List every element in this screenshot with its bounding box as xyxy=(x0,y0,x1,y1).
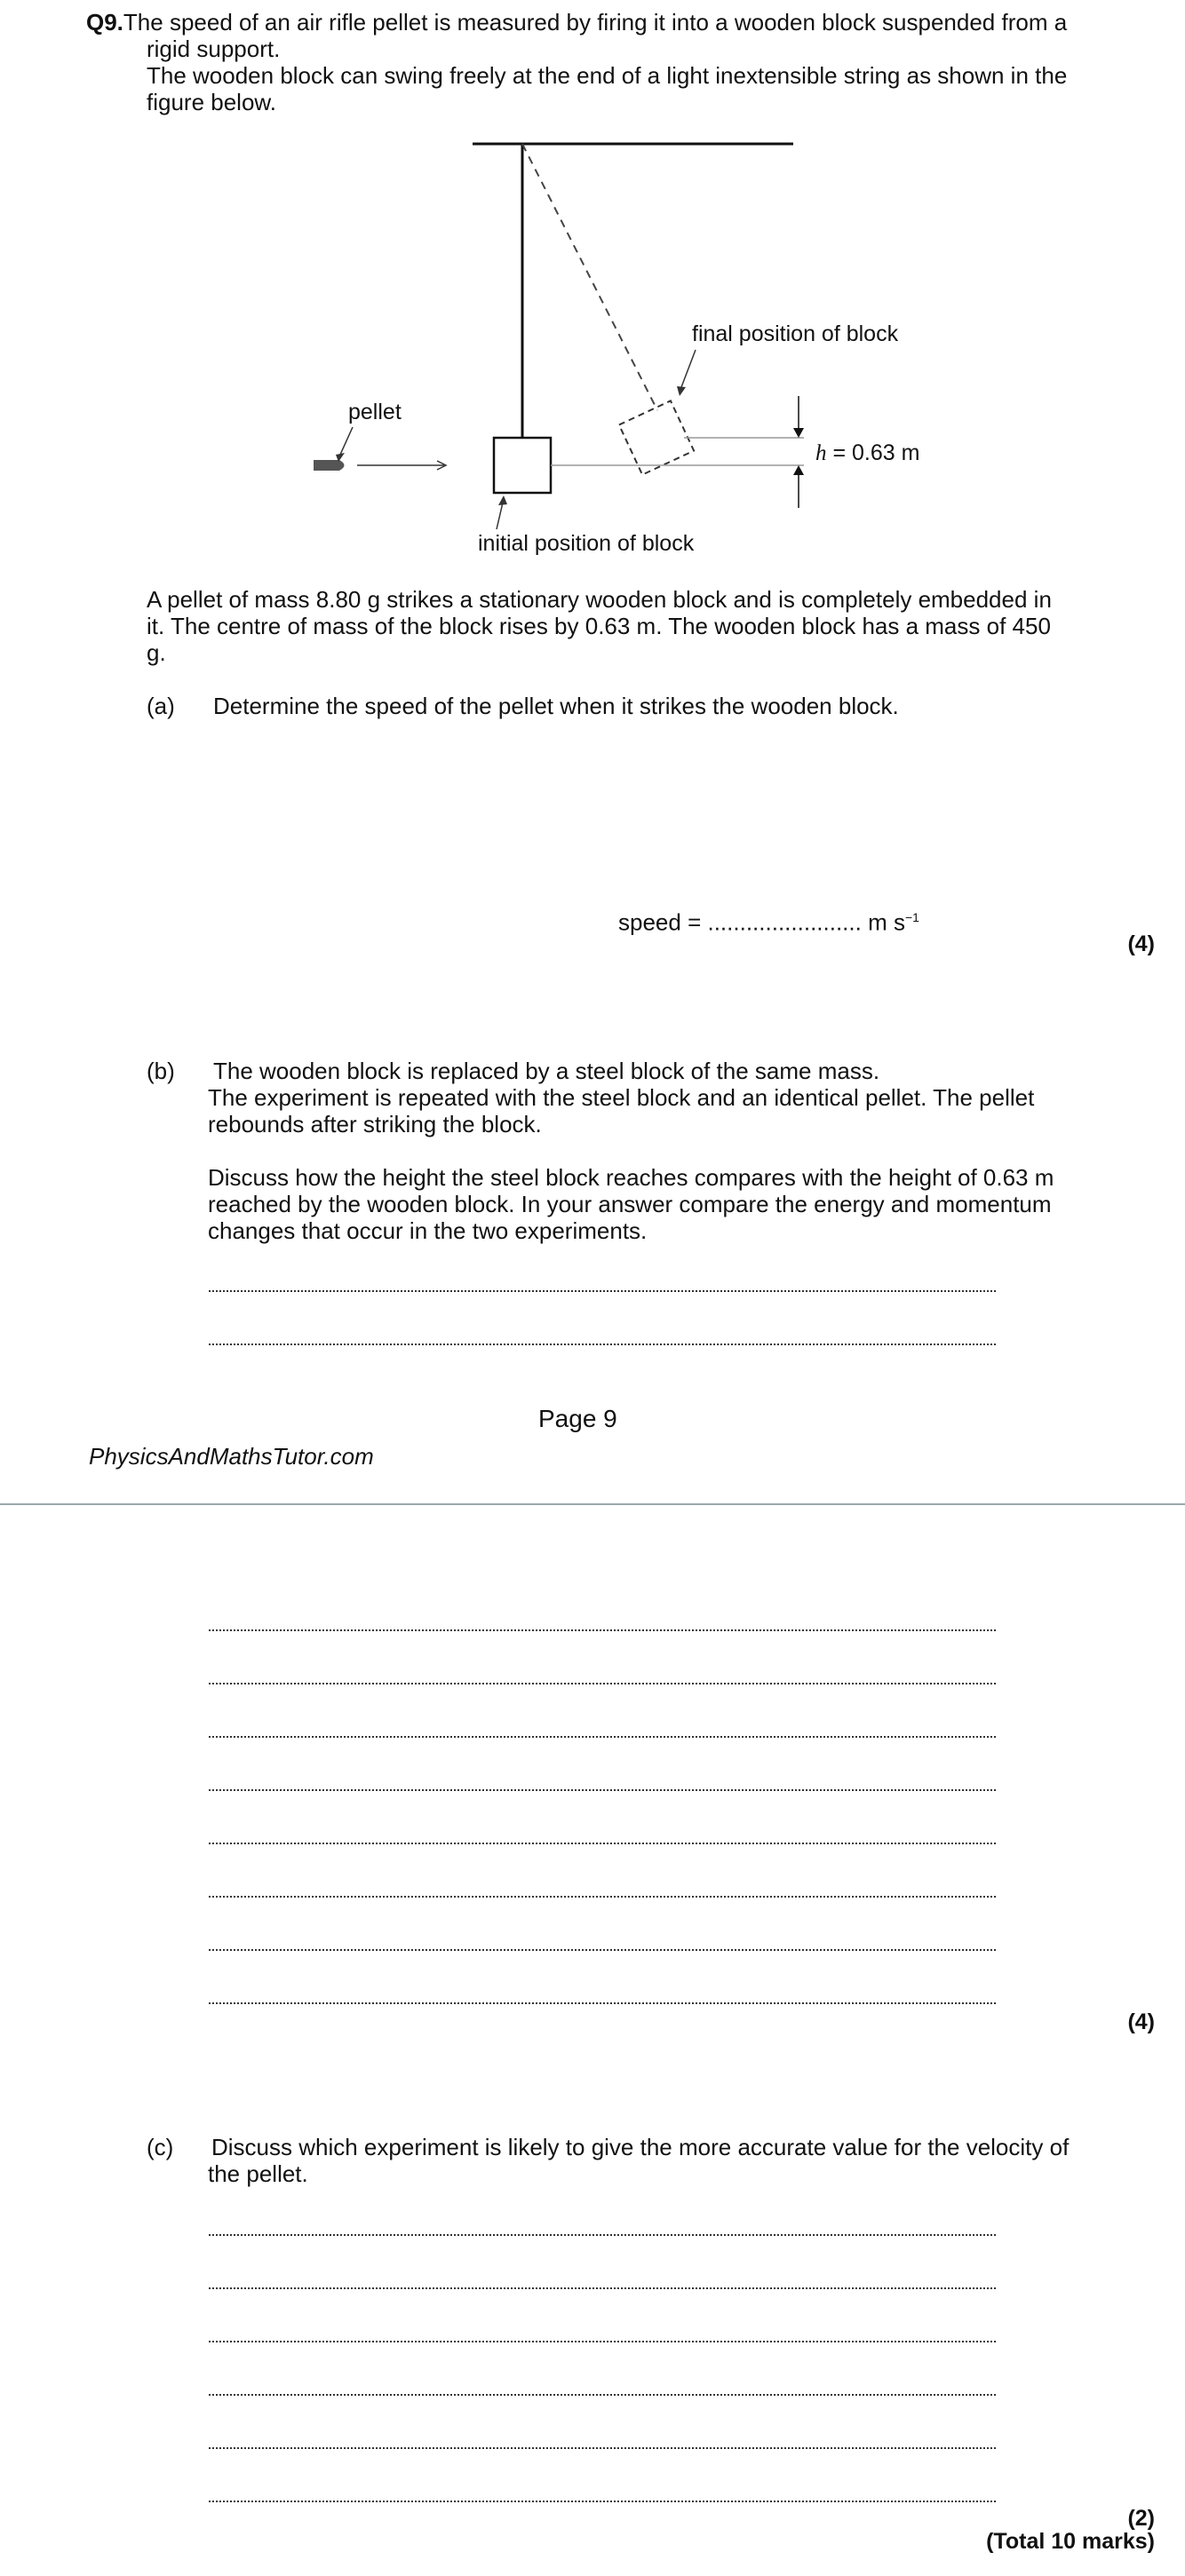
pellet-leader xyxy=(340,427,353,455)
part-b-line-4: Discuss how the height the steel block reaches compares with the height of 0.63 m xyxy=(208,1164,1054,1191)
info-line-2: it. The centre of mass of the block rises by 0.63 m. The wooden block has a mass of 450 xyxy=(147,613,1051,639)
answer-line[interactable] xyxy=(209,1629,996,1631)
site-footer: PhysicsAndMathsTutor.com xyxy=(89,1443,374,1470)
answer-line[interactable] xyxy=(209,2447,996,2449)
answer-line[interactable] xyxy=(209,1290,996,1292)
speed-unit: m s xyxy=(861,908,905,936)
final-block xyxy=(619,400,694,474)
label-pellet: pellet xyxy=(348,400,402,424)
height-symbol: h xyxy=(815,441,827,465)
initial-block xyxy=(494,438,551,493)
answer-line[interactable] xyxy=(209,1949,996,1951)
answer-line[interactable] xyxy=(209,2501,996,2502)
part-b-marks: (4) xyxy=(1127,2009,1155,2034)
part-b-label: (b) xyxy=(147,1058,175,1084)
answer-line[interactable] xyxy=(209,1736,996,1738)
part-c-marks: (2) xyxy=(1127,2506,1155,2531)
part-b-line-5: reached by the wooden block. In your answer compare the energy and momentum xyxy=(208,1191,1052,1217)
part-c-line-2: the pellet. xyxy=(208,2160,308,2187)
part-b-line-3: rebounds after striking the block. xyxy=(208,1111,542,1137)
intro-line-4: figure below. xyxy=(147,89,276,115)
label-height xyxy=(815,440,919,466)
initial-block-leader xyxy=(497,503,503,529)
part-b-line-1: The wooden block is replaced by a steel block of the same mass. xyxy=(213,1058,880,1084)
part-c-line-1: Discuss which experiment is likely to give the more accurate value for the velocity of xyxy=(211,2134,1070,2160)
pendulum-figure xyxy=(0,0,1185,577)
pellet-shape xyxy=(314,460,345,471)
height-value: = 0.63 m xyxy=(826,440,920,465)
answer-line[interactable] xyxy=(209,2002,996,2004)
height-arrowhead-top xyxy=(793,428,804,438)
intro-line-3: The wooden block can swing freely at the end of a light inextensible string as shown in the xyxy=(147,62,1068,89)
speed-unit-exponent: −1 xyxy=(904,910,919,924)
label-final-position: final position of block xyxy=(692,321,899,346)
swung-string xyxy=(522,144,657,410)
answer-line[interactable] xyxy=(209,2394,996,2396)
part-b-line-2: The experiment is repeated with the steel block and an identical pellet. The pellet xyxy=(208,1084,1035,1111)
label-initial-position: initial position of block xyxy=(478,531,695,556)
answer-line[interactable] xyxy=(209,1683,996,1684)
answer-line[interactable] xyxy=(209,1843,996,1844)
intro-line-2: rigid support. xyxy=(147,36,281,62)
height-arrowhead-bottom xyxy=(793,465,804,475)
part-a-label: (a) xyxy=(147,693,175,719)
speed-answer[interactable] xyxy=(618,904,919,936)
answer-line[interactable] xyxy=(209,1896,996,1898)
part-c-label: (c) xyxy=(147,2134,174,2160)
page-number: Page 9 xyxy=(538,1405,617,1432)
part-a-text: Determine the speed of the pellet when it strikes the wooden block. xyxy=(213,693,899,719)
answer-line[interactable] xyxy=(209,1343,996,1345)
speed-answer-blank[interactable]: ........................ xyxy=(707,908,862,936)
total-marks: (Total 10 marks) xyxy=(986,2529,1155,2554)
intro-line-1: The speed of an air rifle pellet is measured by firing it into a wooden block suspended from a xyxy=(123,9,1068,36)
info-line-3: g. xyxy=(147,639,166,666)
answer-line[interactable] xyxy=(209,2341,996,2342)
answer-line[interactable] xyxy=(209,2287,996,2289)
part-b-line-6: changes that occur in the two experiments. xyxy=(208,1217,648,1244)
part-a-marks: (4) xyxy=(1127,931,1155,956)
speed-prefix: speed = xyxy=(618,908,708,936)
answer-line[interactable] xyxy=(209,2234,996,2236)
final-block-leader xyxy=(681,350,696,387)
info-line-1: A pellet of mass 8.80 g strikes a stationary wooden block and is completely embedded in xyxy=(147,586,1052,613)
answer-line[interactable] xyxy=(209,1789,996,1791)
question-number: Q9. xyxy=(86,9,123,36)
page-divider xyxy=(0,1503,1185,1505)
